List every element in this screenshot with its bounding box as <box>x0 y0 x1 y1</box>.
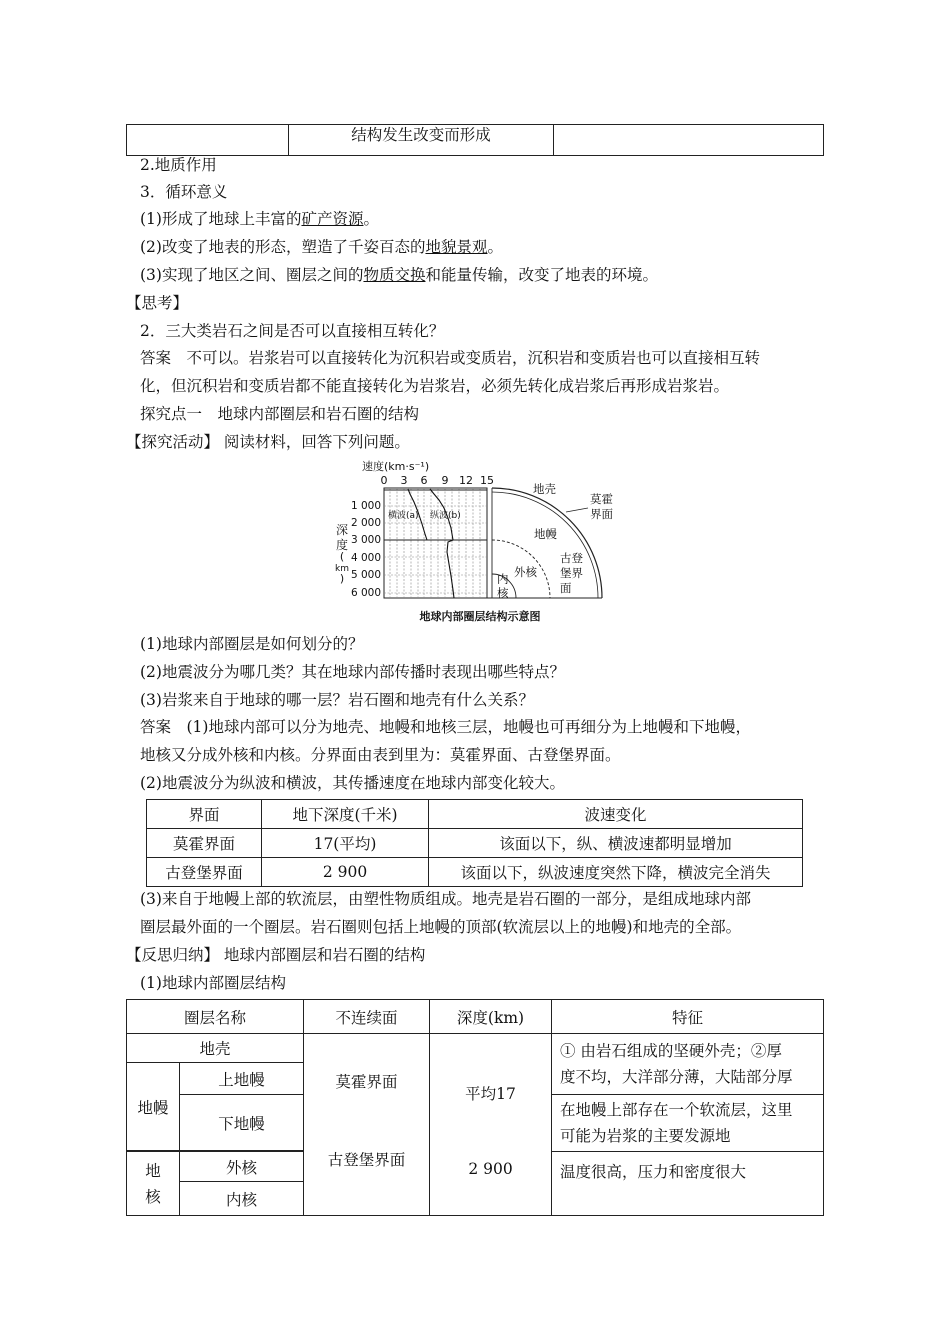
layer-table <box>126 999 824 1216</box>
wave-table-cell: 古登堡界面 <box>147 858 262 887</box>
speed-tick: 15 <box>480 474 494 487</box>
gutenberg-label-line1: 古登 <box>560 551 583 565</box>
outer-core-label: 外核 <box>514 565 537 579</box>
moho-pointer <box>566 508 588 512</box>
layer-table-header: 深度(km) <box>430 1000 552 1034</box>
speed-tick: 3 <box>400 474 408 487</box>
gutenberg-text: 古登堡界面 <box>327 1150 406 1169</box>
depth-2-text: 2 900 <box>468 1159 513 1178</box>
item-2-end: 。 <box>487 238 503 256</box>
item-1-text: (1)形成了地球上丰富的 <box>140 210 302 228</box>
s-wave-label: 横波(a) <box>388 511 419 521</box>
explore-point-title: 探究点一 地球内部圈层和岩石圈的结构 <box>140 405 420 423</box>
item-2-text: (2)改变了地表的形态，塑造了千姿百态的 <box>140 238 426 256</box>
top-table-fragment <box>126 124 824 156</box>
answer-2: (2)地震波分为纵波和横波，其传播速度在地球内部变化较大。 <box>140 774 565 792</box>
core-text-1: 地 <box>145 1161 161 1180</box>
lower-mantle-cell: 下地幔 <box>180 1095 304 1151</box>
depth-axis-char: ) <box>339 572 345 585</box>
depth-tick: 6 000 <box>350 587 381 599</box>
table-row <box>147 829 803 858</box>
question-1: (1)地球内部圈层是如何划分的？ <box>140 635 364 653</box>
wave-table-cell: 2 900 <box>262 858 429 887</box>
speed-tick: 12 <box>459 474 473 487</box>
item-2-key-term: 地貌景观 <box>425 238 488 256</box>
depth-tick: 4 000 <box>350 552 381 564</box>
core-cell <box>127 1152 180 1216</box>
think-header: 【思考】 <box>126 294 189 312</box>
depth-axis-char: 深 <box>335 523 349 537</box>
speed-axis-label: 速度(km·s⁻¹) <box>362 460 430 473</box>
answer-3-line-1: (3)来自于地幔上部的软流层，由塑性物质组成。地壳是岩石圈的一部分，是组成地球内部 <box>140 890 751 908</box>
section-2-title: 2.地质作用 <box>140 156 217 174</box>
core-feature-cell: 温度很高，压力和密度很大 <box>552 1152 824 1216</box>
depth-tick: 1 000 <box>350 500 381 512</box>
mantle-feature-line-2: 可能为岩浆的主要发源地 <box>560 1127 731 1145</box>
significance-item-3 <box>140 264 658 286</box>
wave-table-header: 地下深度(千米) <box>262 800 429 829</box>
mantle-label: 地幔 <box>534 527 557 541</box>
layer-table-header: 圈层名称 <box>127 1000 304 1034</box>
crust-feature-cell <box>552 1034 824 1095</box>
p-wave-curve <box>430 489 454 598</box>
crust-cell: 地壳 <box>127 1034 304 1063</box>
moho-label-line1: 莫霍 <box>590 492 613 506</box>
significance-item-1 <box>140 208 379 230</box>
speed-tick: 0 <box>380 474 388 487</box>
wave-table-cell: 该面以下，纵波速度突然下降，横波完全消失 <box>429 858 803 887</box>
item-1-key-term: 矿产资源 <box>301 210 364 228</box>
depth-1-text: 平均17 <box>465 1084 516 1103</box>
crust-feature-line-2: 度不均，大洋部分薄，大陆部分厚 <box>560 1068 793 1086</box>
top-table-cell-left <box>127 125 289 156</box>
wave-table-cell: 17(平均) <box>262 829 429 858</box>
item-3-text: (3)实现了地区之间、圈层之间的 <box>140 266 364 284</box>
depth-axis-char: ( <box>339 550 345 563</box>
top-table-cell-right <box>554 125 824 156</box>
depth-tick: 2 000 <box>350 517 381 529</box>
earth-interior-figure <box>330 456 620 628</box>
layer-table-header: 不连续面 <box>304 1000 430 1034</box>
wave-table-header: 波速变化 <box>429 800 803 829</box>
section-3-title: 3．循环意义 <box>140 183 228 201</box>
inner-core-label-line1: 内 <box>497 572 509 586</box>
explore-activity: 【探究活动】 阅读材料，回答下列问题。 <box>126 433 410 451</box>
depth-tick: 3 000 <box>350 534 381 546</box>
mantle-cell: 地幔 <box>127 1063 180 1151</box>
outer-core-cell: 外核 <box>180 1152 304 1182</box>
core-text-2: 核 <box>145 1187 161 1206</box>
plot-frame <box>384 488 487 598</box>
p-wave-label: 纵波(b) <box>430 511 461 521</box>
speed-tick: 6 <box>420 474 428 487</box>
item-3-end: 和能量传输，改变了地表的环境。 <box>425 266 658 284</box>
significance-item-2 <box>140 236 503 258</box>
item-3-key-term: 物质交换 <box>363 266 426 284</box>
inner-core-label-line2: 核 <box>497 586 509 600</box>
mantle-feature-cell <box>552 1095 824 1152</box>
reflect-subtitle: (1)地球内部圈层结构 <box>140 974 286 992</box>
depth-axis-char: km <box>335 564 349 574</box>
gutenberg-label-line2: 堡界 <box>560 566 583 580</box>
answer-1-line-1: 答案 (1)地球内部可以分为地壳、地幔和地核三层，地幔也可再细分为上地幔和下地幔， <box>140 718 751 736</box>
table-row <box>147 858 803 887</box>
item-1-end: 。 <box>363 210 379 228</box>
answer-3-line-2: 圈层最外面的一个圈层。岩石圈则包括上地幔的顶部(软流层以上的地幔)和地壳的全部。 <box>140 918 742 936</box>
moho-label-line2: 界面 <box>590 507 613 521</box>
wave-table <box>146 799 803 887</box>
depth-tick: 5 000 <box>350 569 381 581</box>
figure-caption: 地球内部圈层结构示意图 <box>419 610 541 623</box>
think-answer-line-2: 化，但沉积岩和变质岩都不能直接转化为岩浆岩，必须先转化成岩浆后再形成岩浆岩。 <box>140 377 730 395</box>
question-3: (3)岩浆来自于地球的哪一层？岩石圈和地壳有什么关系？ <box>140 691 534 709</box>
depth-axis-char: 度 <box>335 538 349 552</box>
depth-cell <box>430 1034 552 1216</box>
gutenberg-label-line3: 面 <box>560 581 572 595</box>
crust-arc <box>492 488 602 598</box>
inner-core-cell: 内核 <box>180 1182 304 1216</box>
upper-mantle-cell: 上地幔 <box>180 1063 304 1095</box>
reflect-title: 【反思归纳】 地球内部圈层和岩石圈的结构 <box>126 946 426 964</box>
think-answer-line-1: 答案 不可以。岩浆岩可以直接转化为沉积岩或变质岩，沉积岩和变质岩也可以直接相互转 <box>140 349 761 367</box>
discontinuity-cell <box>304 1034 430 1216</box>
question-2: (2)地震波分为哪几类？其在地球内部传播时表现出哪些特点？ <box>140 663 565 681</box>
top-table-cell-middle: 结构发生改变而形成 <box>289 125 554 156</box>
mantle-feature-line-1: 在地幔上部存在一个软流层，这里 <box>560 1101 793 1119</box>
wave-table-cell: 莫霍界面 <box>147 829 262 858</box>
moho-text: 莫霍界面 <box>335 1072 398 1091</box>
wave-table-cell: 该面以下，纵、横波速都明显增加 <box>429 829 803 858</box>
answer-1-line-2: 地核又分成外核和内核。分界面由表到里为：莫霍界面、古登堡界面。 <box>140 746 621 764</box>
wave-table-header: 界面 <box>147 800 262 829</box>
think-question: 2．三大类岩石之间是否可以直接相互转化？ <box>140 322 445 340</box>
plot-grid <box>384 488 487 598</box>
crust-label: 地壳 <box>533 482 556 496</box>
crust-feature-line-1: ① 由岩石组成的坚硬外壳；②厚 <box>560 1042 782 1060</box>
layer-table-header: 特征 <box>552 1000 824 1034</box>
speed-tick: 9 <box>441 474 449 487</box>
